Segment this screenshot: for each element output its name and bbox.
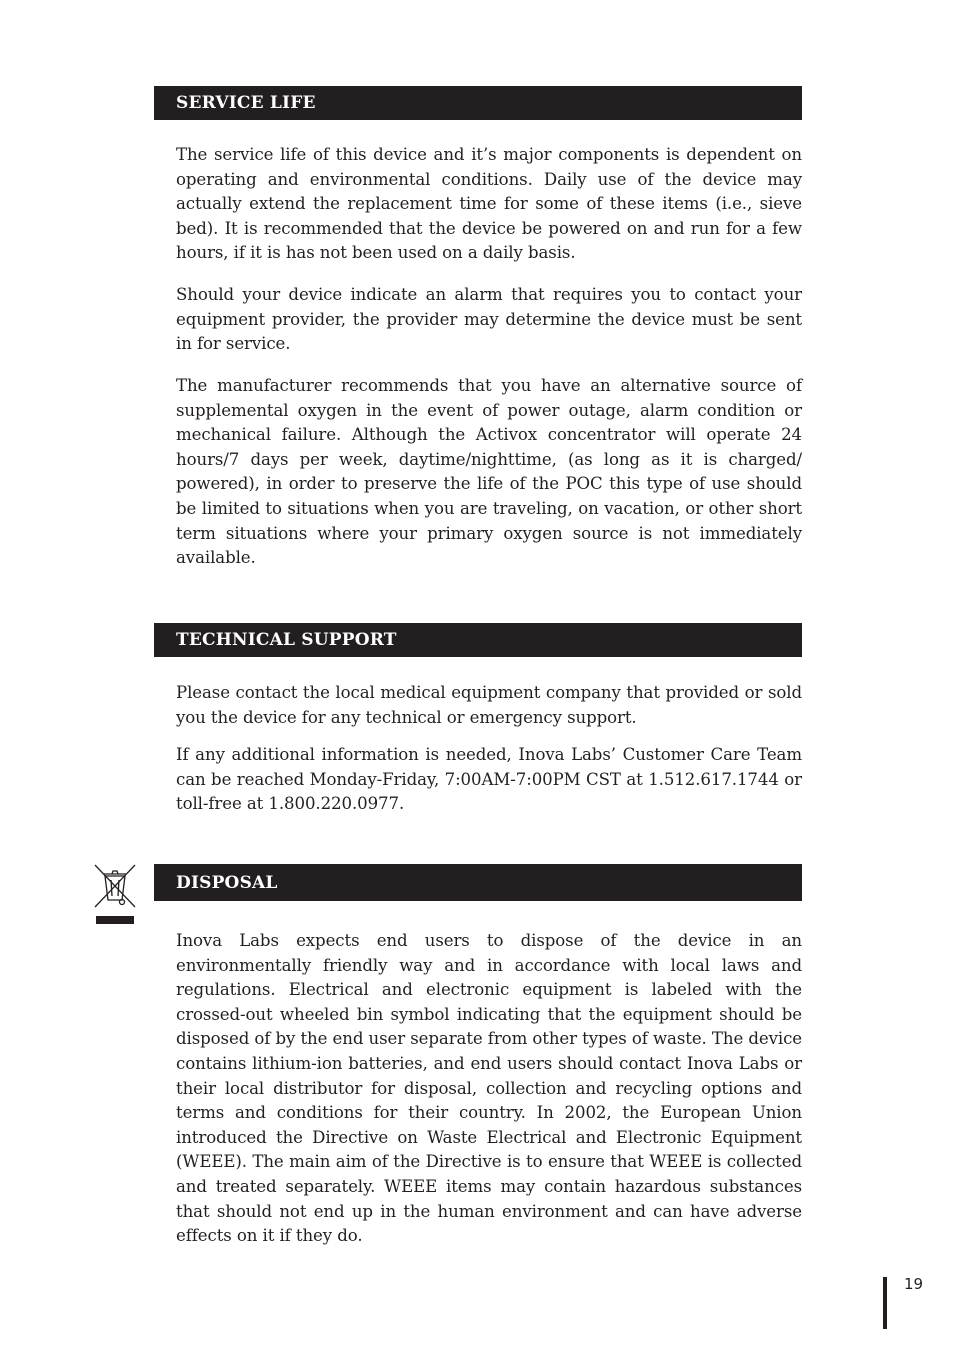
page-number: 19 xyxy=(904,1275,924,1293)
disposal-paragraph-1: Inova Labs expects end users to dispose of the device in an environmentally friendly way and in accordance with local laws and regulations. Electrical and electronic equipment is labeled with the crossed-out wheeled bin symbol indicating that the equipment should be disposed of by the end user separate from other types of waste. The device contains lithium-ion batteries, and end users should contact Inova Labs or their local distributor for disposal, collection and recycling options and terms and conditions for their country. In 2002, the European Union introduced the Directive on Waste Electrical and Electronic Equipment (WEEE). The main aim of the Directive is to ensure that WEEE is collected and treated separately. WEEE items may contain hazardous substances that should not end up in the human environment and can have adverse effects on it if they do. xyxy=(176,931,802,1246)
page-number-rule xyxy=(883,1277,887,1329)
disposal-heading: DISPOSAL xyxy=(154,864,802,901)
service-life-paragraph-3: The manufacturer recommends that you have an alternative source of supplemental oxygen in the event of power outage, alarm condition or mechanical failure. Although the Activox concentrator will operate 24 hours/7 days per week, daytime/nighttime, (as long as it is charged/ powered), in order to preserve the life of the POC this type of use should be limited to situations when you are traveling, on vacation, or other short term situations where your primary oxygen source is not immediately available. xyxy=(176,376,802,568)
service-life-heading: SERVICE LIFE xyxy=(154,86,802,120)
technical-support-paragraph-1: Please contact the local medical equipment company that provided or sold you the device for any technical or emergency support. xyxy=(176,683,802,727)
technical-support-paragraph-2: If any additional information is needed, Inova Labs’ Customer Care Team can be reached Monday-Friday, 7:00AM-7:00PM CST at 1.512.617.1744 or toll-free at 1.800.220.0977. xyxy=(176,745,802,814)
crossed-out-wheeled-bin-icon xyxy=(92,862,138,926)
service-life-paragraph-2: Should your device indicate an alarm that requires you to contact your equipment provider, the provider may determine the device must be sent in for service. xyxy=(176,285,802,354)
service-life-paragraph-1: The service life of this device and it’s major components is dependent on operating and environmental conditions. Daily use of the device may actually extend the replacement time for some of these items (i.e., sieve bed). It is recommended that the device be powered on and run for a few hours, if it is has not been used on a daily basis. xyxy=(176,145,802,263)
technical-support-heading: TECHNICAL SUPPORT xyxy=(154,623,802,657)
